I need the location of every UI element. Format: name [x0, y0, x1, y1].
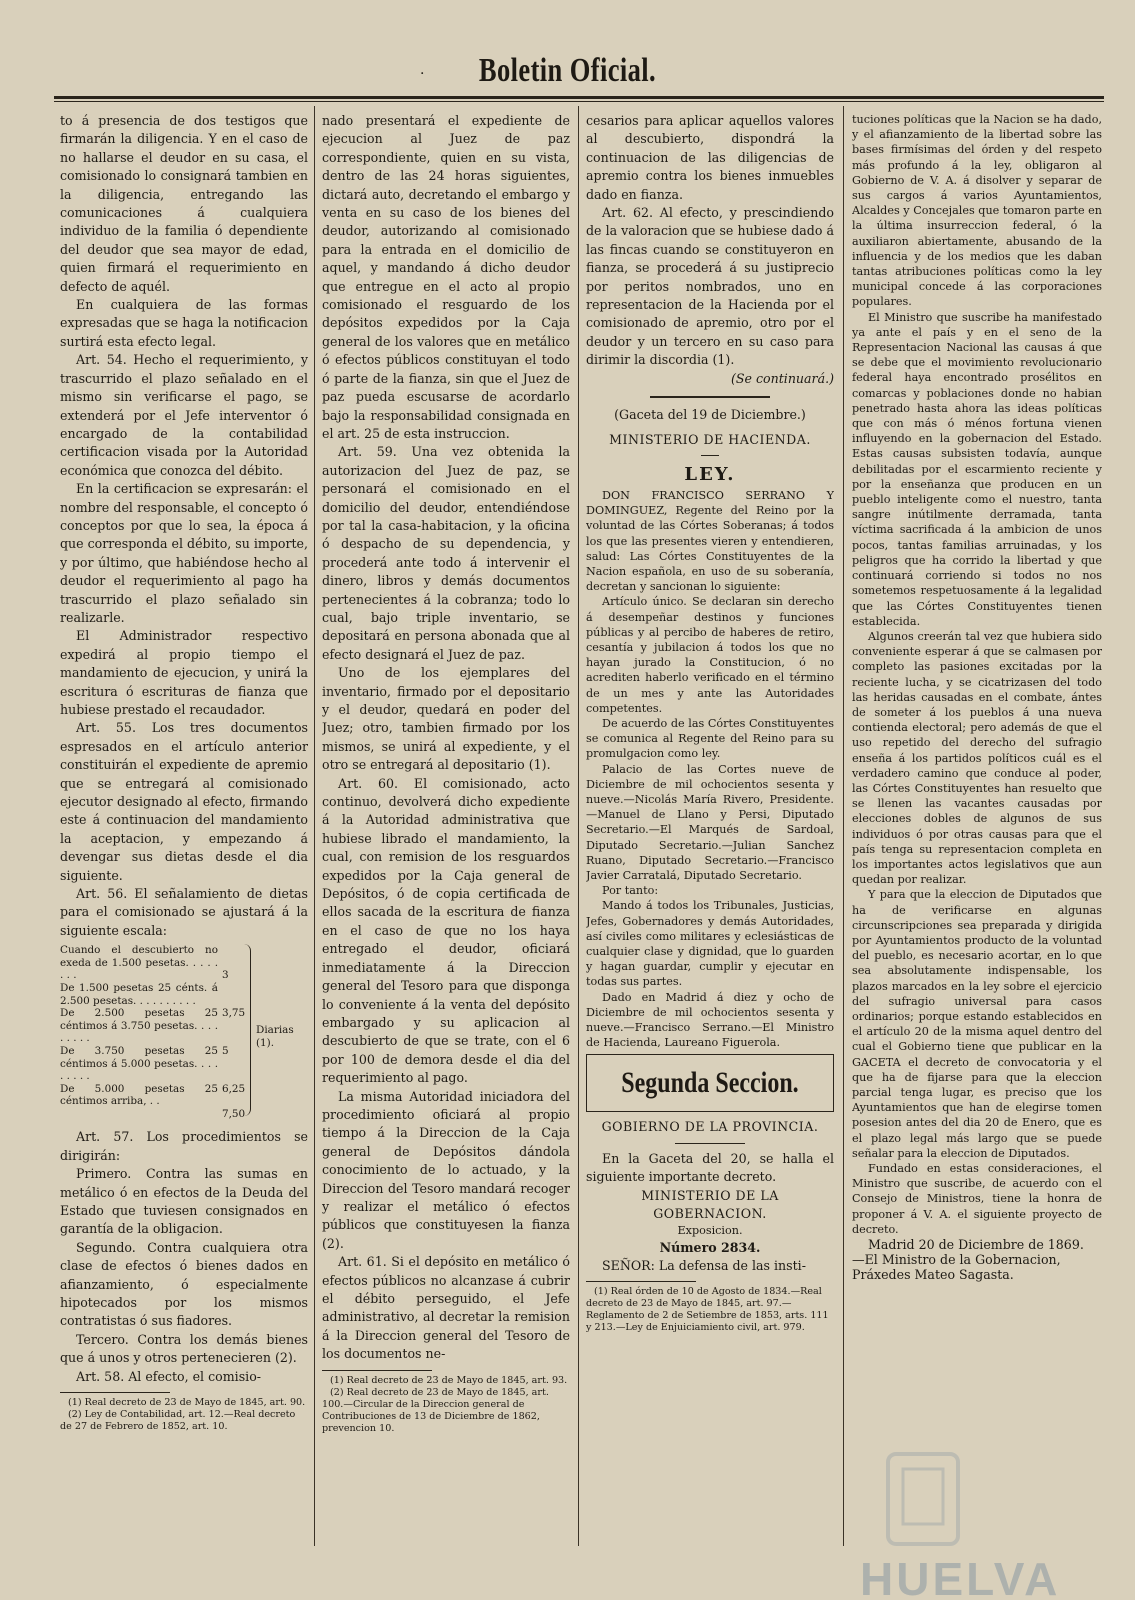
paragraph: Segundo. Contra cualquiera otra clase de efectos ó bienes dados en afianzamiento, ó especialmente hipotecados por los mismos contratistas ó sus fiadores. [60, 1239, 308, 1329]
ley-heading: LEY. [684, 463, 736, 485]
paragraph: En la certificacion se expresarán: el nombre del responsable, el concepto ó conceptos por que lo sea, la época á que corresponda el débito, su importe, y por último, que habiéndose hecho al deudor el requerimiento al pago ha trascurrido el plazo señalado sin realizarle. [60, 481, 308, 625]
scale-row: De 3.750 pesetas 25 céntimos á 5.000 pesetas. . . . . . . . . [60, 1045, 218, 1083]
scale-value: 5 [222, 1045, 229, 1058]
footnote: (1) Real decreto de 23 de Mayo de 1845, art. 93. [330, 1374, 568, 1386]
paragraph: Por tanto: [602, 884, 659, 898]
masthead [0, 44, 1135, 90]
article-62: Art. 62. Al efecto, y prescindiendo de la valoracion que se hubiese dado á las fincas cuando se constituyeron en fianza, se procederá á su justiprecio por peritos nombrados, uno en representacion de la Hacienda por el comisionado de apremio, otro por el deudor y un tercero en su caso para dirimir la discordia (1). [586, 205, 834, 368]
scale-row: De 1.500 pesetas 25 cénts. á 2.500 pesetas. . . . . . . . . . [60, 982, 218, 1007]
paragraph: La misma Autoridad iniciadora del procedimiento oficiará al propio tiempo á la Direccion de la Caja general de Depósitos dándola conocimiento de lo actuado, y la Direccion del Tesoro mandará recoger y realizar el metálico ó efectos públicos que constituyesen la fianza (2). [322, 1088, 570, 1251]
paragraph: to á presencia de dos testigos que firmarán la diligencia. Y en el caso de no hallarse el deudor en su casa, el comisionado lo consignará tambien en la diligencia, entregando las comunicaciones á cualquiera individuo de la familia ó dependiente del deudor que sea mayor de edad, quien firmará el requerimiento en defecto de aquél. [60, 113, 308, 294]
paragraph: El Ministro que suscribe ha manifestado ya ante el país y en el seno de la Representacion Nacional las causas á que se debe que el movimiento revolucionario federal haya encontrado prosélitos en comarcas y poblaciones donde no habian penetrado hasta ahora las ideas políticas que con más ó ménos fortuna vienen influyendo en la gobernacion del Estado. Estas causas subsisten todavía, aunque debilitadas por el escarmiento reciente y por la enseñanza que producen en un pueblo inteligente como el nuestro, tanta sangre inútilmente derramada, tanta víctima sacrificada á la ambicion de unos pocos, tantas familias arruinadas, y los peligros que ha corrido la libertad y que continuará corriendo si todos no nos sometemos respetuosamente á la legalidad que las Córtes Constituyentes tienen establecida. [852, 310, 1102, 628]
footnote-rule [322, 1370, 432, 1371]
footnote: (1) Real órden de 10 de Agosto de 1834.—Real decreto de 23 de Mayo de 1845, art. 97.—Reglamento de 2 de Setiembre de 1853, arts. 111 y 213.—Ley de Enjuiciamiento civil, art. 979. [586, 1286, 829, 1334]
ministry-heading: MINISTERIO DE LA GOBERNACION. [641, 1187, 779, 1222]
ministry-heading: MINISTERIO DE HACIENDA. [609, 431, 811, 447]
column-divider [843, 106, 844, 1546]
paragraph: Mando á todos los Tribunales, Justicias, Jefes, Gobernadores y demás Autoridades, así civiles como militares y eclesiásticas de cualquier clase y dignidad, que lo guarden y hagan guardar, cumplir y ejecutar en todas sus partes. [586, 899, 834, 989]
footnote-rule [60, 1392, 170, 1393]
watermark-text: HUELVA [860, 1553, 1061, 1600]
section-box [586, 1054, 834, 1112]
paragraph: Uno de los ejemplares del inventario, firmado por el depositario y el deudor, quedará en poder del Juez; otro, tambien firmado por los mismos, se unirá al expediente, y el otro se entregará al depositario (1). [322, 665, 570, 773]
paragraph: tuciones políticas que la Nacion se ha dado, y el afianzamiento de la libertad sobre las bases firmísimas del órden y del respeto más profundo á la ley, obligaron al Gobierno de V. A. á disolver y separar de sus cargos á varios Ayuntamientos, Alcaldes y Concejales que tomaron parte en la última insurreccion federal, ó la auxiliaron abiertamente, abusando de la influencia y de los medios que les daban tantas atribuciones políticas como la ley municipal concede á las corporaciones populares. [852, 113, 1102, 309]
brace [244, 944, 251, 1116]
paragraph: nado presentará el expediente de ejecucion al Juez de paz correspondiente, quien en su vista, dentro de las 24 horas siguientes, dictará auto, decretando el embargo y venta en su caso de los bienes del deudor, autorizando al comisionado para la entrada en el domicilio de aquel, y mandando á dicho deudor que entregue en el acto al propio comisionado el resguardo de los depósitos expedidos por la Caja general de los valores que en metálico ó efectos públicos constituyan el todo ó parte de la fianza, sin que el Juez de paz pueda escusarse de acordarlo bajo la responsabilidad consignada en el art. 25 de esta instruccion. [322, 113, 570, 441]
paragraph: Fundado en estas consideraciones, el Ministro que suscribe, de acuerdo con el Consejo de Ministros, tiene la honra de proponer á V. A. el siguiente proyecto de decreto. [852, 1162, 1102, 1236]
scale-row: De 5.000 pesetas 25 céntimos arriba, . . [60, 1082, 218, 1108]
footnote: (2) Ley de Contabilidad, art. 12.—Real decreto de 27 de Febrero de 1852, art. 10. [60, 1408, 296, 1432]
paragraph: DON FRANCISCO SERRANO Y DOMINGUEZ, Regente del Reino por la voluntad de las Córtes Soberanas; á todos los que las presentes vieren y entendieren, salud: Las Córtes Constituyentes de la Nacion española, en uso de su soberanía, decretan y sancionan lo siguiente: [586, 488, 834, 594]
paragraph: Algunos creerán tal vez que hubiera sido conveniente esperar á que se calmasen por completo las pasiones excitadas por la reciente lucha, y se cicatrizasen del todo las heridas causadas en el combate, ántes de someter á los pueblos á una nueva contienda electoral; pero además de que el uso repetido del derecho del sufragio enseña á los partidos políticos cuál es el verdadero camino que conduce al poder, las Córtes Constituyentes han resuelto que se llenen las vacantes causadas por elecciones dobles de algunos de sus individuos ó por otras causas para que el país tenga su representacion completa en los importantes actos legislativos que aun quedan por realizar. [852, 629, 1102, 887]
paragraph: En la Gaceta del 20, se halla el siguiente importante decreto. [586, 1150, 834, 1185]
signature-title: —El Ministro de la Gobernacion, [852, 1252, 1061, 1268]
dietas-scale-table [60, 944, 308, 1122]
article-60: Art. 60. El comisionado, acto continuo, devolverá dicho expediente á la Autoridad administrativa que hubiese librado el mandamiento, la cual, con remision de los resguardos expedidos por la Caja general de Depósitos, ó de copia certificada de ellos sacada de la escritura de fianza en el caso de que no los haya entregado el deudor, oficiará inmediatamente á la Direccion general del Tesoro para que disponga lo conveniente á la venta del depósito embargado y su aplicacion al descubierto de que se trate, con el 6 por 100 de demora desde el dia del requerimiento al pago. [322, 775, 570, 1086]
paragraph: Primero. Contra las sumas en metálico ó en efectos de la Deuda del Estado que tuviesen consignados en garantía de la obligacion. [60, 1166, 308, 1237]
masthead-rule-thin [54, 101, 1104, 102]
scale-value: 6,25 [222, 1083, 246, 1096]
column-divider [314, 106, 315, 1546]
column-1 [60, 112, 308, 1552]
footnote: (1) Real decreto de 23 de Mayo de 1845, art. 90. [68, 1396, 306, 1408]
column-4 [852, 112, 1102, 1552]
paragraph: El Administrador respectivo expedirá al propio tiempo el mandamiento de ejecucion, y unirá la escritura ó escrituras de fianza que hubiese prestado el recaudador. [60, 628, 308, 717]
scale-label: Diarias (1). [256, 1024, 294, 1049]
scale-rows [60, 944, 218, 1108]
paragraph: En cualquiera de las formas expresadas que se haga la notificacion surtirá esta efecto legal. [60, 297, 308, 349]
paragraph: SEÑOR: La defensa de las insti- [602, 1258, 806, 1274]
article-61: Art. 61. Si el depósito en metálico ó efectos públicos no alcanzase á cubrir el débito perseguido, el Jefe administrativo, al decretar la remision á la Direccion general del Tesoro de los documentos ne- [322, 1254, 570, 1362]
paragraph: cesarios para aplicar aquellos valores al descubierto, dispondrá la continuacion de las diligencias de apremio contra los bienes inmuebles dado en fianza. [586, 113, 834, 202]
column-divider [578, 106, 579, 1546]
paragraph: Palacio de las Cortes nueve de Diciembre de mil ochocientos sesenta y nueve.—Nicolás María Rivero, Presidente.—Manuel de Llano y Persi, Diputado Secretario.—El Marqués de Sardoal, Diputado Secretario.—Julian Sanchez Ruano, Diputado Secretario.—Francisco Javier Carratalá, Diputado Secretario. [586, 762, 834, 882]
paragraph: De acuerdo de las Córtes Constituyentes se comunica al Regente del Reino para su promulgacion como ley. [586, 716, 834, 761]
article-55: Art. 55. Los tres documentos espresados en el artículo anterior constituirán el expediente de apremio que se entregará al comisionado ejecutor designado al efecto, firmando este á continuacion del mandamiento la aceptacion, y empezando á devengar sus dietas desde el dia siguiente. [60, 720, 308, 883]
signature-date: Madrid 20 de Diciembre de 1869. [868, 1237, 1084, 1253]
continued-note: (Se continuará.) [730, 370, 834, 386]
short-rule [701, 455, 719, 456]
government-heading: GOBIERNO DE LA PROVINCIA. [601, 1119, 819, 1135]
article-59: Art. 59. Una vez obtenida la autorizacion del Juez de paz, se personará el comisionado en el domicilio del deudor, entendiéndose por tal la casa-habitacion, y la oficina ó despacho de su dependencia, y procederá ante todo á intervenir el dinero, libros y demás documentos pertenecientes á la cobranza; todo lo cual, bajo triple inventario, se depositará en persona abonada que al efecto designará el Juez de paz. [322, 444, 570, 662]
article-54: Art. 54. Hecho el requerimiento, y trascurrido el plazo señalado en el mismo sin verificarse el pago, se extenderá por el Jefe interventor ó encargado de la contabilidad certificacion visada por la Autoridad económica que conozca del débito. [60, 352, 308, 478]
section-title: Segunda Seccion. [621, 1066, 799, 1100]
masthead-title: Boletin Oficial. [478, 52, 657, 89]
number-heading: Número 2834. [659, 1239, 761, 1255]
column-3 [586, 112, 834, 1552]
footnotes [322, 1375, 570, 1435]
scale-value: 3,75 [222, 1007, 246, 1020]
paragraph: Y para que la eleccion de Diputados que ha de verificarse en algunas circunscripciones sea preparada y dirigida por Ayuntamientos producto de la voluntad del pueblo, es necesario acortar, en lo que sea absolutamente indispensable, los plazos marcados en la ley sobre el ejercicio del sufragio universal para casos ordinarios; porque estando establecidos en el artículo 20 de la misma aquel dentro del cual el Gobierno tiene que publicar en la GACETA el decreto de convocatoria y el que ha de fijarse para que la eleccion parcial tenga lugar, es preciso que los Ayuntamientos que han de elegirse tomen posesion antes del dia 20 de Enero, que es el plazo legal más largo que se puede señalar para la eleccion de Diputados. [852, 888, 1102, 1160]
scale-value: 3 [222, 969, 229, 982]
footnote-rule [586, 1281, 696, 1282]
exposicion-heading: Exposicion. [677, 1224, 743, 1238]
footnote: (2) Real decreto de 23 de Mayo de 1845, art. 100.—Circular de la Direccion general de Contribuciones de 13 de Diciembre de 1862, prevencion 10. [322, 1386, 549, 1434]
paragraph: Artículo único. Se declaran sin derecho á desempeñar destinos y funciones públicas y al percibo de haberes de retiro, cesantía y jubilacion á todos los que no hayan jurado la Constitucion, ó no acrediten haberlo verificado en el término de un mes y ante las Autoridades competentes. [586, 595, 834, 715]
footnotes [60, 1397, 308, 1433]
short-rule [675, 1143, 745, 1144]
gaceta-date: (Gaceta del 19 de Diciembre.) [614, 407, 806, 423]
masthead-dot: · [420, 66, 425, 82]
signature-name: Práxedes Mateo Sagasta. [852, 1267, 1014, 1283]
scale-row: De 2.500 pesetas 25 céntimos á 3.750 pesetas. . . . . . . . . [60, 1007, 218, 1045]
footnotes [586, 1286, 834, 1334]
article-56: Art. 56. El señalamiento de dietas para el comisionado se ajustará á la siguiente escala: [60, 886, 308, 938]
article-57: Art. 57. Los procedimientos se dirigirán: [60, 1129, 308, 1163]
column-2 [322, 112, 570, 1552]
paragraph: Dado en Madrid á diez y ocho de Diciembre de mil ochocientos sesenta y nueve.—Francisco Serrano.—El Ministro de Hacienda, Laureano Figuerola. [586, 990, 834, 1050]
scale-value: 7,50 [222, 1108, 246, 1121]
ornament-rule [650, 396, 770, 398]
masthead-rule-thick [54, 96, 1104, 99]
scale-row: Cuando el descubierto no exeda de 1.500 pesetas. . . . . . . . [60, 944, 218, 982]
article-58: Art. 58. Al efecto, el comisio- [76, 1368, 262, 1384]
paragraph: Tercero. Contra los demás bienes que á unos y otros pertenecieren (2). [60, 1331, 308, 1366]
